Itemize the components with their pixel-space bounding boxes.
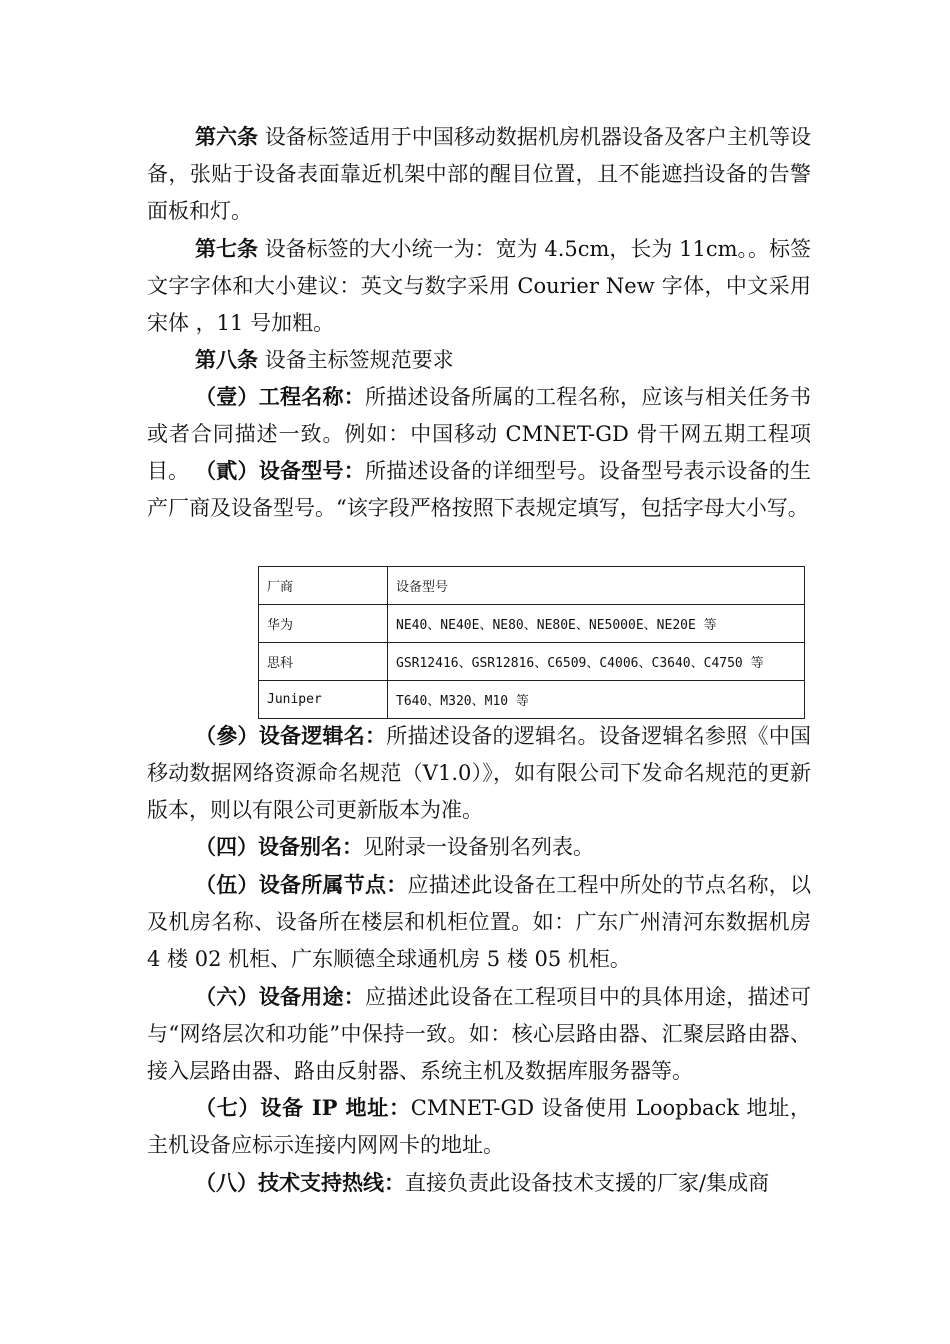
item-8-number: （八）	[195, 1170, 258, 1195]
item-4-text: 见附录一设备别名列表。	[363, 835, 594, 859]
item-7-number: （七）	[195, 1095, 261, 1120]
table-cell-model: T640、M320、M10 等	[388, 681, 805, 719]
item-6	[147, 978, 811, 1090]
article-7-text: 设备标签的大小统一为：宽为 4.5cm，长为 11cm。。标签文字字体和大小建议：英文与数字采用 Courier New 字体，中文采用宋体 ，11 号加粗。	[147, 237, 811, 335]
item-8-text: 直接负责此设备技术支援的厂家/集成商	[405, 1171, 770, 1195]
table-cell-vendor: Juniper	[259, 681, 388, 719]
device-model-table	[258, 566, 805, 719]
table-header-row	[259, 567, 805, 605]
article-7	[147, 230, 811, 342]
item-8-label: 技术支持热线：	[258, 1170, 405, 1195]
item-1-text: 所描述设备所属的工程名称，应该与相关任务书或者合同描述一致。例如：中国移动 CMNET-GD 骨干网五期工程项目。	[147, 385, 811, 483]
item-4	[147, 828, 811, 866]
article-6-heading: 第六条	[195, 124, 259, 149]
table-cell-model: GSR12416、GSR12816、C6509、C4006、C3640、C4750 等	[388, 643, 805, 681]
item-3-number: （參）	[195, 723, 259, 748]
item-2-text: 所描述设备的详细型号。设备型号表示设备的生产厂商及设备型号。“该字段严格按照下表规定填写，包括字母大小写。	[147, 459, 811, 520]
article-6-text: 设备标签适用于中国移动数据机房机器设备及客户主机等设备，张贴于设备表面靠近机架中部的醒目位置，且不能遮挡设备的告警面板和灯。	[147, 125, 811, 223]
article-8	[147, 341, 811, 379]
item-1-label: 工程名称：	[258, 384, 365, 409]
item-5	[147, 866, 811, 978]
table-header-cell: 厂商	[259, 567, 388, 605]
item-2-label: 设备型号：	[258, 458, 365, 483]
item-2-number: （貳）	[195, 458, 259, 483]
item-6-number: （六）	[195, 984, 259, 1009]
item-4-number: （四）	[195, 834, 258, 859]
article-7-heading: 第七条	[195, 236, 258, 261]
item-8	[147, 1164, 811, 1202]
item-2	[147, 452, 811, 527]
item-7-text: CMNET-GD 设备使用 Loopback 地址，主机设备应标示连接内网网卡的地址。	[147, 1096, 811, 1157]
item-7	[147, 1089, 811, 1164]
item-7-label: 设备 IP 地址：	[260, 1095, 411, 1120]
item-3-text: 所描述设备的逻辑名。设备逻辑名参照《中国移动数据网络资源命名规范（V1.0）》，如有限公司下发命名规范的更新版本，则以有限公司更新版本为准。	[147, 724, 811, 822]
table-row	[259, 605, 805, 643]
item-5-text: 应描述此设备在工程中所处的节点名称，以及机房名称、设备所在楼层和机柜位置。如：广东广州清河东数据机房 4 楼 02 机柜、广东顺德全球通机房 5 楼 05 机柜。	[147, 873, 811, 971]
table-cell-vendor: 华为	[259, 605, 388, 643]
table-row	[259, 643, 805, 681]
item-4-label: 设备别名：	[258, 834, 363, 859]
table-cell-model: NE40、NE40E、NE80、NE80E、NE5000E、NE20E 等	[388, 605, 805, 643]
item-6-label: 设备用途：	[258, 984, 365, 1009]
item-1-number: （壹）	[195, 384, 259, 409]
item-3-label: 设备逻辑名：	[258, 723, 387, 748]
item-3	[147, 717, 811, 829]
article-6	[147, 118, 811, 230]
article-8-heading: 第八条	[195, 347, 258, 372]
item-5-label: 设备所属节点：	[258, 872, 408, 897]
table-header-cell: 设备型号	[388, 567, 805, 605]
article-8-text: 设备主标签规范要求	[258, 348, 454, 372]
table-cell-vendor: 思科	[259, 643, 388, 681]
item-5-number: （伍）	[195, 872, 259, 897]
item-6-text: 应描述此设备在工程项目中的具体用途，描述可与“网络层次和功能”中保持一致。如：核心层路由器、汇聚层路由器、接入层路由器、路由反射器、系统主机及数据库服务器等。	[147, 985, 811, 1083]
table-row	[259, 681, 805, 719]
